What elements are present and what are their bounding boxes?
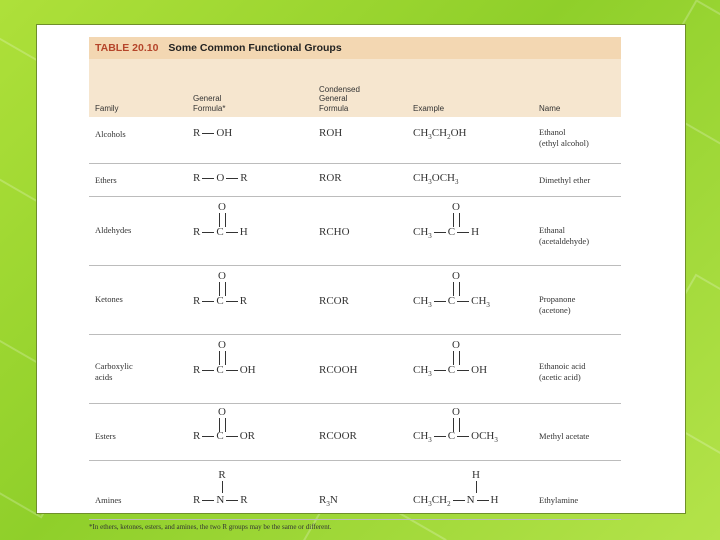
table-row-esters: Esters O R C OR RCOOR O $CH_3$ C $OCH_3$ Methyl acetate — [89, 403, 621, 460]
general-formula: R OH — [193, 127, 233, 139]
header-condensed: Condensed General Formula — [319, 84, 360, 113]
table-title: Some Common Functional Groups — [168, 42, 342, 54]
table-row-amines: Amines R R N R $R_3N$ H $CH_3CH_2$ N H Ethylamine — [89, 460, 621, 519]
example-formula: O $CH_3$ C $OCH_3$ — [413, 406, 498, 445]
condensed-formula: $R_3N$ — [319, 494, 338, 509]
example-formula: $CH_3OCH_3$ — [413, 172, 459, 187]
general-formula: O R C OR — [193, 406, 255, 442]
example-formula: $CH_3CH_2OH$ — [413, 127, 467, 142]
slide — [36, 24, 686, 531]
header-name: Name — [539, 103, 561, 113]
table-row-alcohols: Alcohols R OH ROH $CH_3CH_2OH$ Ethanol (ethyl alcohol) — [95, 127, 589, 148]
general-formula: O R C H — [193, 201, 248, 238]
table-header — [89, 59, 621, 117]
header-general-formula: General Formula* — [193, 94, 226, 113]
table-caption — [89, 37, 621, 59]
header-example: Example — [413, 103, 445, 113]
table-number: TABLE 20.10 — [95, 42, 159, 54]
example-formula: H $CH_3CH_2$ N H — [413, 469, 499, 509]
example-formula: O $CH_3$ C OH — [413, 339, 488, 379]
table-footnote: *In ethers, ketones, esters, and amines, the two R groups may be the same or different. — [89, 519, 621, 531]
table-row-ketones: Ketones O R C R RCOR O $CH_3$ C $CH_3$ Propanone (acetone) — [89, 265, 621, 334]
functional-groups-table — [89, 37, 621, 531]
table-row-aldehydes: Aldehydes O R C H RCHO O $CH_3$ C H Ethanal (acetaldehyde) — [89, 196, 621, 265]
general-formula: R R N R — [193, 469, 248, 506]
table-row-ethers: Ethers R O R ROR $CH_3OCH_3$ Dimethyl ether — [89, 163, 621, 196]
general-formula: O R C OH — [193, 339, 256, 376]
header-family: Family — [95, 103, 119, 113]
example-formula: O $CH_3$ C $CH_3$ — [413, 270, 490, 310]
general-formula: R O R — [193, 172, 248, 184]
example-formula: O $CH_3$ C H — [413, 201, 480, 241]
general-formula: O R C R — [193, 270, 248, 307]
table-row-carboxylic-acids: Carboxylic acids O R C OH RCOOH O $CH_3$ C OH Ethanoic acid (acetic acid) — [89, 334, 621, 403]
